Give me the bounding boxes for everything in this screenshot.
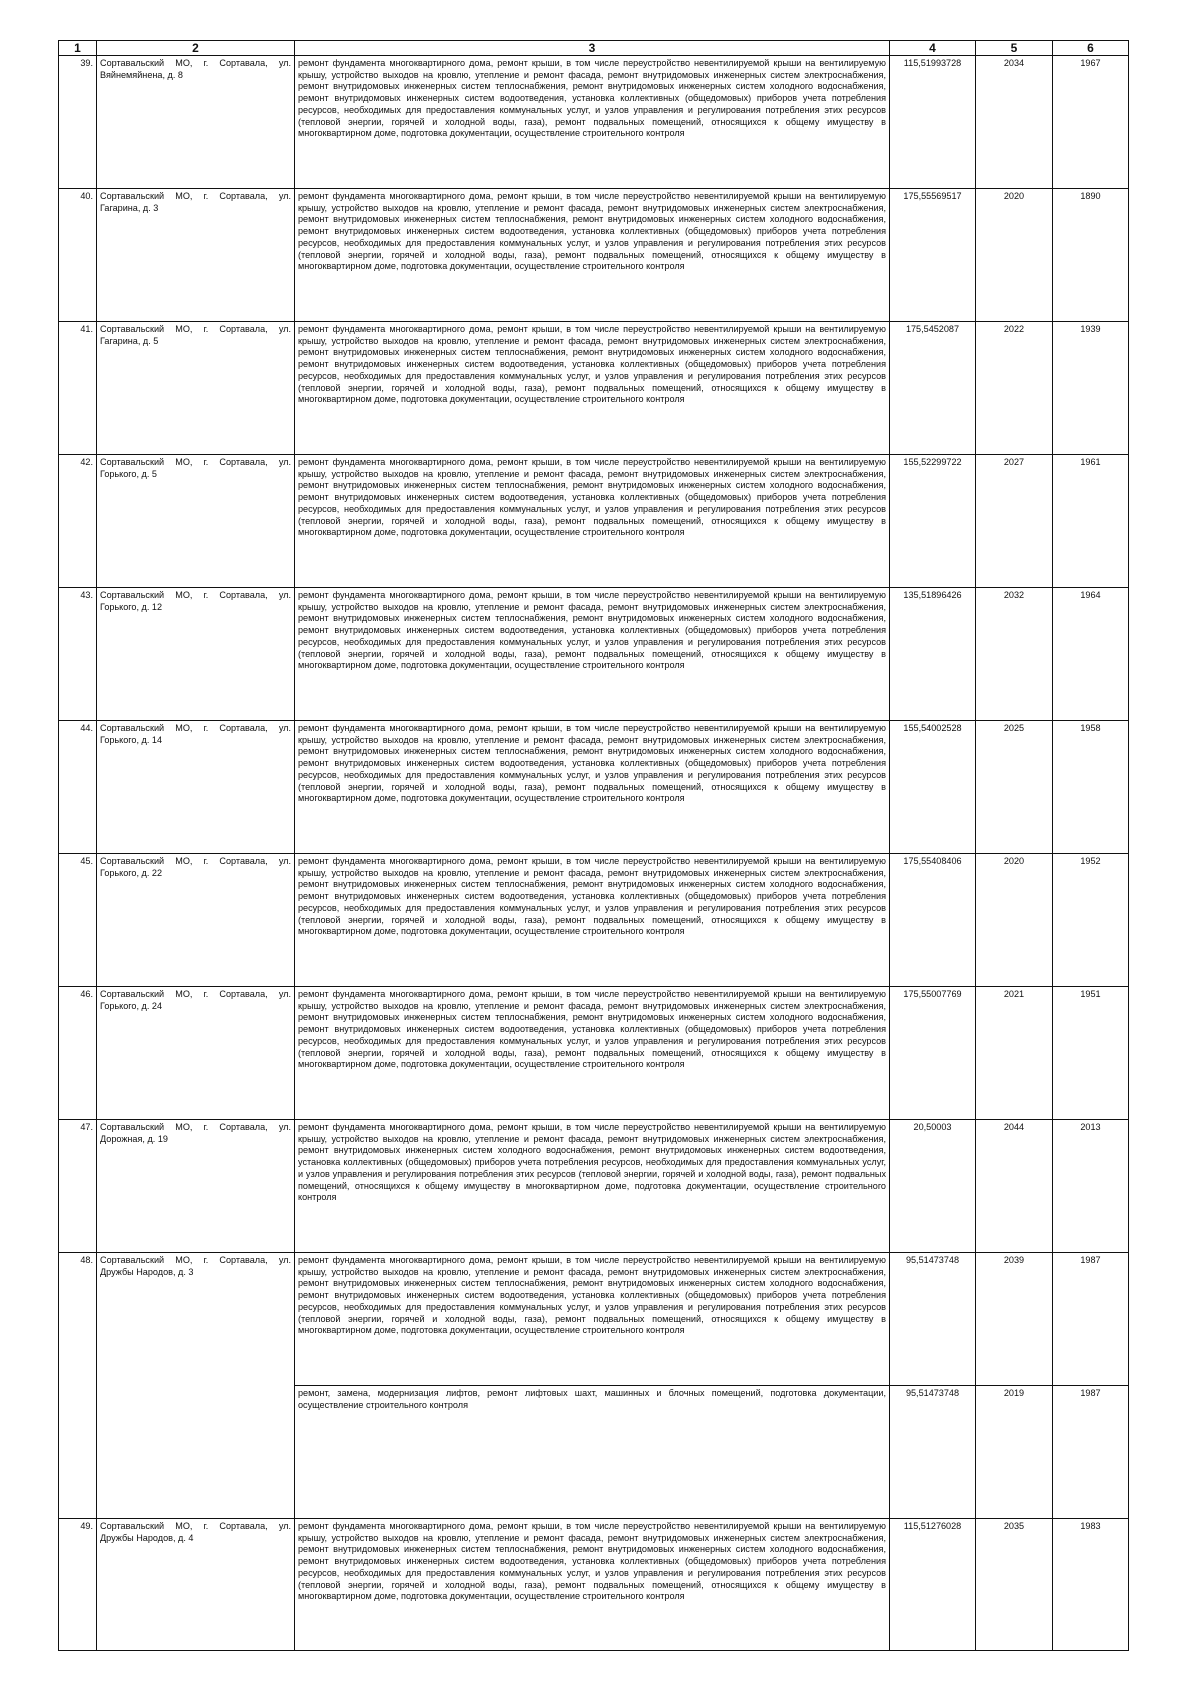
year-cell: 2039 [976,1253,1053,1386]
works-cell: ремонт фундамента многоквартирного дома, ремонт крыши, в том числе переустройство невентилируемой крыши на вентилируемую крышу, устройство выходов на кровлю, утепление и ремонт фасада, ремонт внутридомовых инженерных систем электроснабжения, ремонт внутридомовых инженерных систем теплоснабжения, ремонт внутридомовых инженерных систем холодного водоснабжения, ремонт внутридомовых инженерных систем водоотведения, установка коллективных (общедомовых) приборов учета потребления ресурсов, необходимых для предоставления коммунальных услуг, и узлов управления и регулирования потребления этих ресурсов (тепловой энергии, горячей и холодной воды, газа), ремонт подвальных помещений, относящихся к общему имуществу в многоквартирном доме, подготовка документации, осуществление строительного контроля [295,322,890,455]
row-number: 48. [59,1253,97,1519]
row-number: 46. [59,987,97,1120]
table-row [59,1519,1129,1651]
row-number: 47. [59,1120,97,1253]
address-cell: Сортавальский МО, г. Сортавала, ул. Вяйнемяйнена, д. 8 [97,56,295,189]
built-year-cell: 1964 [1053,588,1129,721]
built-year-cell: 1983 [1053,1519,1129,1651]
works-cell: ремонт фундамента многоквартирного дома, ремонт крыши, в том числе переустройство невентилируемой крыши на вентилируемую крышу, устройство выходов на кровлю, утепление и ремонт фасада, ремонт внутридомовых инженерных систем электроснабжения, ремонт внутридомовых инженерных систем теплоснабжения, ремонт внутридомовых инженерных систем холодного водоснабжения, ремонт внутридомовых инженерных систем водоотведения, установка коллективных (общедомовых) приборов учета потребления ресурсов, необходимых для предоставления коммунальных услуг, и узлов управления и регулирования потребления этих ресурсов (тепловой энергии, горячей и холодной воды, газа), ремонт подвальных помещений, относящихся к общему имуществу в многоквартирном доме, подготовка документации, осуществление строительного контроля [295,1519,890,1651]
table-row [59,721,1129,854]
year-cell: 2027 [976,455,1053,588]
cost-cell: 95,51473748 [890,1386,976,1519]
works-cell: ремонт фундамента многоквартирного дома, ремонт крыши, в том числе переустройство невентилируемой крыши на вентилируемую крышу, устройство выходов на кровлю, утепление и ремонт фасада, ремонт внутридомовых инженерных систем электроснабжения, ремонт внутридомовых инженерных систем теплоснабжения, ремонт внутридомовых инженерных систем холодного водоснабжения, ремонт внутридомовых инженерных систем водоотведения, установка коллективных (общедомовых) приборов учета потребления ресурсов, необходимых для предоставления коммунальных услуг, и узлов управления и регулирования потребления этих ресурсов (тепловой энергии, горячей и холодной воды, газа), ремонт подвальных помещений, относящихся к общему имуществу в многоквартирном доме, подготовка документации, осуществление строительного контроля [295,56,890,189]
cost-cell: 175,55408406 [890,854,976,987]
works-cell: ремонт фундамента многоквартирного дома, ремонт крыши, в том числе переустройство невентилируемой крыши на вентилируемую крышу, устройство выходов на кровлю, утепление и ремонт фасада, ремонт внутридомовых инженерных систем электроснабжения, ремонт внутридомовых инженерных систем холодного водоснабжения, ремонт внутридомовых инженерных систем водоотведения, установка коллективных (общедомовых) приборов учета потребления ресурсов, необходимых для предоставления коммунальных услуг, и узлов управления и регулирования потребления этих ресурсов (тепловой энергии, горячей и холодной воды, газа), ремонт подвальных помещений, относящихся к общему имуществу в многоквартирном доме, подготовка документации, осуществление строительного контроля [295,1120,890,1253]
column-header-3: 3 [295,41,890,56]
year-cell: 2025 [976,721,1053,854]
cost-cell: 175,55569517 [890,189,976,322]
works-cell: ремонт фундамента многоквартирного дома, ремонт крыши, в том числе переустройство невентилируемой крыши на вентилируемую крышу, устройство выходов на кровлю, утепление и ремонт фасада, ремонт внутридомовых инженерных систем электроснабжения, ремонт внутридомовых инженерных систем теплоснабжения, ремонт внутридомовых инженерных систем холодного водоснабжения, ремонт внутридомовых инженерных систем водоотведения, установка коллективных (общедомовых) приборов учета потребления ресурсов, необходимых для предоставления коммунальных услуг, и узлов управления и регулирования потребления этих ресурсов (тепловой энергии, горячей и холодной воды, газа), ремонт подвальных помещений, относящихся к общему имуществу в многоквартирном доме, подготовка документации, осуществление строительного контроля [295,854,890,987]
column-header-6: 6 [1053,41,1129,56]
address-cell: Сортавальский МО, г. Сортавала, ул. Гагарина, д. 5 [97,322,295,455]
cost-cell: 115,51276028 [890,1519,976,1651]
address-cell: Сортавальский МО, г. Сортавала, ул. Горького, д. 24 [97,987,295,1120]
table-row [59,1253,1129,1386]
table-row [59,189,1129,322]
table-row [59,1120,1129,1253]
row-number: 49. [59,1519,97,1651]
year-cell: 2022 [976,322,1053,455]
address-cell: Сортавальский МО, г. Сортавала, ул. Горького, д. 22 [97,854,295,987]
works-cell: ремонт фундамента многоквартирного дома, ремонт крыши, в том числе переустройство невентилируемой крыши на вентилируемую крышу, устройство выходов на кровлю, утепление и ремонт фасада, ремонт внутридомовых инженерных систем электроснабжения, ремонт внутридомовых инженерных систем теплоснабжения, ремонт внутридомовых инженерных систем холодного водоснабжения, ремонт внутридомовых инженерных систем водоотведения, установка коллективных (общедомовых) приборов учета потребления ресурсов, необходимых для предоставления коммунальных услуг, и узлов управления и регулирования потребления этих ресурсов (тепловой энергии, горячей и холодной воды, газа), ремонт подвальных помещений, относящихся к общему имуществу в многоквартирном доме, подготовка документации, осуществление строительного контроля [295,588,890,721]
works-cell: ремонт, замена, модернизация лифтов, ремонт лифтовых шахт, машинных и блочных помещений, подготовка документации, осуществление строительного контроля [295,1386,890,1519]
cost-cell: 135,51896426 [890,588,976,721]
cost-cell: 155,54002528 [890,721,976,854]
header-row [59,41,1129,56]
address-cell: Сортавальский МО, г. Сортавала, ул. Дружбы Народов, д. 3 [97,1253,295,1519]
year-cell: 2021 [976,987,1053,1120]
table-row [59,987,1129,1120]
built-year-cell: 1951 [1053,987,1129,1120]
row-number: 41. [59,322,97,455]
built-year-cell: 1939 [1053,322,1129,455]
table-row [59,322,1129,455]
table-row [59,854,1129,987]
row-number: 40. [59,189,97,322]
address-cell: Сортавальский МО, г. Сортавала, ул. Дорожная, д. 19 [97,1120,295,1253]
repair-program-table [58,40,1129,1651]
row-number: 44. [59,721,97,854]
built-year-cell: 1958 [1053,721,1129,854]
built-year-cell: 1967 [1053,56,1129,189]
table-row [59,56,1129,189]
built-year-cell: 1987 [1053,1253,1129,1386]
table-row [59,455,1129,588]
address-cell: Сортавальский МО, г. Сортавала, ул. Горького, д. 12 [97,588,295,721]
built-year-cell: 1952 [1053,854,1129,987]
cost-cell: 20,50003 [890,1120,976,1253]
year-cell: 2020 [976,189,1053,322]
address-cell: Сортавальский МО, г. Сортавала, ул. Горького, д. 14 [97,721,295,854]
built-year-cell: 1890 [1053,189,1129,322]
cost-cell: 175,5452087 [890,322,976,455]
year-cell: 2035 [976,1519,1053,1651]
works-cell: ремонт фундамента многоквартирного дома, ремонт крыши, в том числе переустройство невентилируемой крыши на вентилируемую крышу, устройство выходов на кровлю, утепление и ремонт фасада, ремонт внутридомовых инженерных систем электроснабжения, ремонт внутридомовых инженерных систем теплоснабжения, ремонт внутридомовых инженерных систем холодного водоснабжения, ремонт внутридомовых инженерных систем водоотведения, установка коллективных (общедомовых) приборов учета потребления ресурсов, необходимых для предоставления коммунальных услуг, и узлов управления и регулирования потребления этих ресурсов (тепловой энергии, горячей и холодной воды, газа), ремонт подвальных помещений, относящихся к общему имуществу в многоквартирном доме, подготовка документации, осуществление строительного контроля [295,987,890,1120]
cost-cell: 115,51993728 [890,56,976,189]
address-cell: Сортавальский МО, г. Сортавала, ул. Горького, д. 5 [97,455,295,588]
column-header-4: 4 [890,41,976,56]
works-cell: ремонт фундамента многоквартирного дома, ремонт крыши, в том числе переустройство невентилируемой крыши на вентилируемую крышу, устройство выходов на кровлю, утепление и ремонт фасада, ремонт внутридомовых инженерных систем электроснабжения, ремонт внутридомовых инженерных систем теплоснабжения, ремонт внутридомовых инженерных систем холодного водоснабжения, ремонт внутридомовых инженерных систем водоотведения, установка коллективных (общедомовых) приборов учета потребления ресурсов, необходимых для предоставления коммунальных услуг, и узлов управления и регулирования потребления этих ресурсов (тепловой энергии, горячей и холодной воды, газа), ремонт подвальных помещений, относящихся к общему имуществу в многоквартирном доме, подготовка документации, осуществление строительного контроля [295,189,890,322]
cost-cell: 95,51473748 [890,1253,976,1386]
cost-cell: 175,55007769 [890,987,976,1120]
works-cell: ремонт фундамента многоквартирного дома, ремонт крыши, в том числе переустройство невентилируемой крыши на вентилируемую крышу, устройство выходов на кровлю, утепление и ремонт фасада, ремонт внутридомовых инженерных систем электроснабжения, ремонт внутридомовых инженерных систем теплоснабжения, ремонт внутридомовых инженерных систем холодного водоснабжения, ремонт внутридомовых инженерных систем водоотведения, установка коллективных (общедомовых) приборов учета потребления ресурсов, необходимых для предоставления коммунальных услуг, и узлов управления и регулирования потребления этих ресурсов (тепловой энергии, горячей и холодной воды, газа), ремонт подвальных помещений, относящихся к общему имуществу в многоквартирном доме, подготовка документации, осуществление строительного контроля [295,721,890,854]
document-page [58,40,1128,1651]
year-cell: 2044 [976,1120,1053,1253]
address-cell: Сортавальский МО, г. Сортавала, ул. Дружбы Народов, д. 4 [97,1519,295,1651]
address-cell: Сортавальский МО, г. Сортавала, ул. Гагарина, д. 3 [97,189,295,322]
column-header-5: 5 [976,41,1053,56]
year-cell: 2019 [976,1386,1053,1519]
column-header-1: 1 [59,41,97,56]
year-cell: 2032 [976,588,1053,721]
year-cell: 2034 [976,56,1053,189]
table-row [59,588,1129,721]
works-cell: ремонт фундамента многоквартирного дома, ремонт крыши, в том числе переустройство невентилируемой крыши на вентилируемую крышу, устройство выходов на кровлю, утепление и ремонт фасада, ремонт внутридомовых инженерных систем электроснабжения, ремонт внутридомовых инженерных систем теплоснабжения, ремонт внутридомовых инженерных систем холодного водоснабжения, ремонт внутридомовых инженерных систем водоотведения, установка коллективных (общедомовых) приборов учета потребления ресурсов, необходимых для предоставления коммунальных услуг, и узлов управления и регулирования потребления этих ресурсов (тепловой энергии, горячей и холодной воды, газа), ремонт подвальных помещений, относящихся к общему имуществу в многоквартирном доме, подготовка документации, осуществление строительного контроля [295,1253,890,1386]
table-body [59,56,1129,1651]
built-year-cell: 1961 [1053,455,1129,588]
year-cell: 2020 [976,854,1053,987]
row-number: 45. [59,854,97,987]
built-year-cell: 2013 [1053,1120,1129,1253]
cost-cell: 155,52299722 [890,455,976,588]
row-number: 43. [59,588,97,721]
works-cell: ремонт фундамента многоквартирного дома, ремонт крыши, в том числе переустройство невентилируемой крыши на вентилируемую крышу, устройство выходов на кровлю, утепление и ремонт фасада, ремонт внутридомовых инженерных систем электроснабжения, ремонт внутридомовых инженерных систем теплоснабжения, ремонт внутридомовых инженерных систем холодного водоснабжения, ремонт внутридомовых инженерных систем водоотведения, установка коллективных (общедомовых) приборов учета потребления ресурсов, необходимых для предоставления коммунальных услуг, и узлов управления и регулирования потребления этих ресурсов (тепловой энергии, горячей и холодной воды, газа), ремонт подвальных помещений, относящихся к общему имуществу в многоквартирном доме, подготовка документации, осуществление строительного контроля [295,455,890,588]
table-header [59,41,1129,56]
row-number: 42. [59,455,97,588]
column-header-2: 2 [97,41,295,56]
built-year-cell: 1987 [1053,1386,1129,1519]
row-number: 39. [59,56,97,189]
